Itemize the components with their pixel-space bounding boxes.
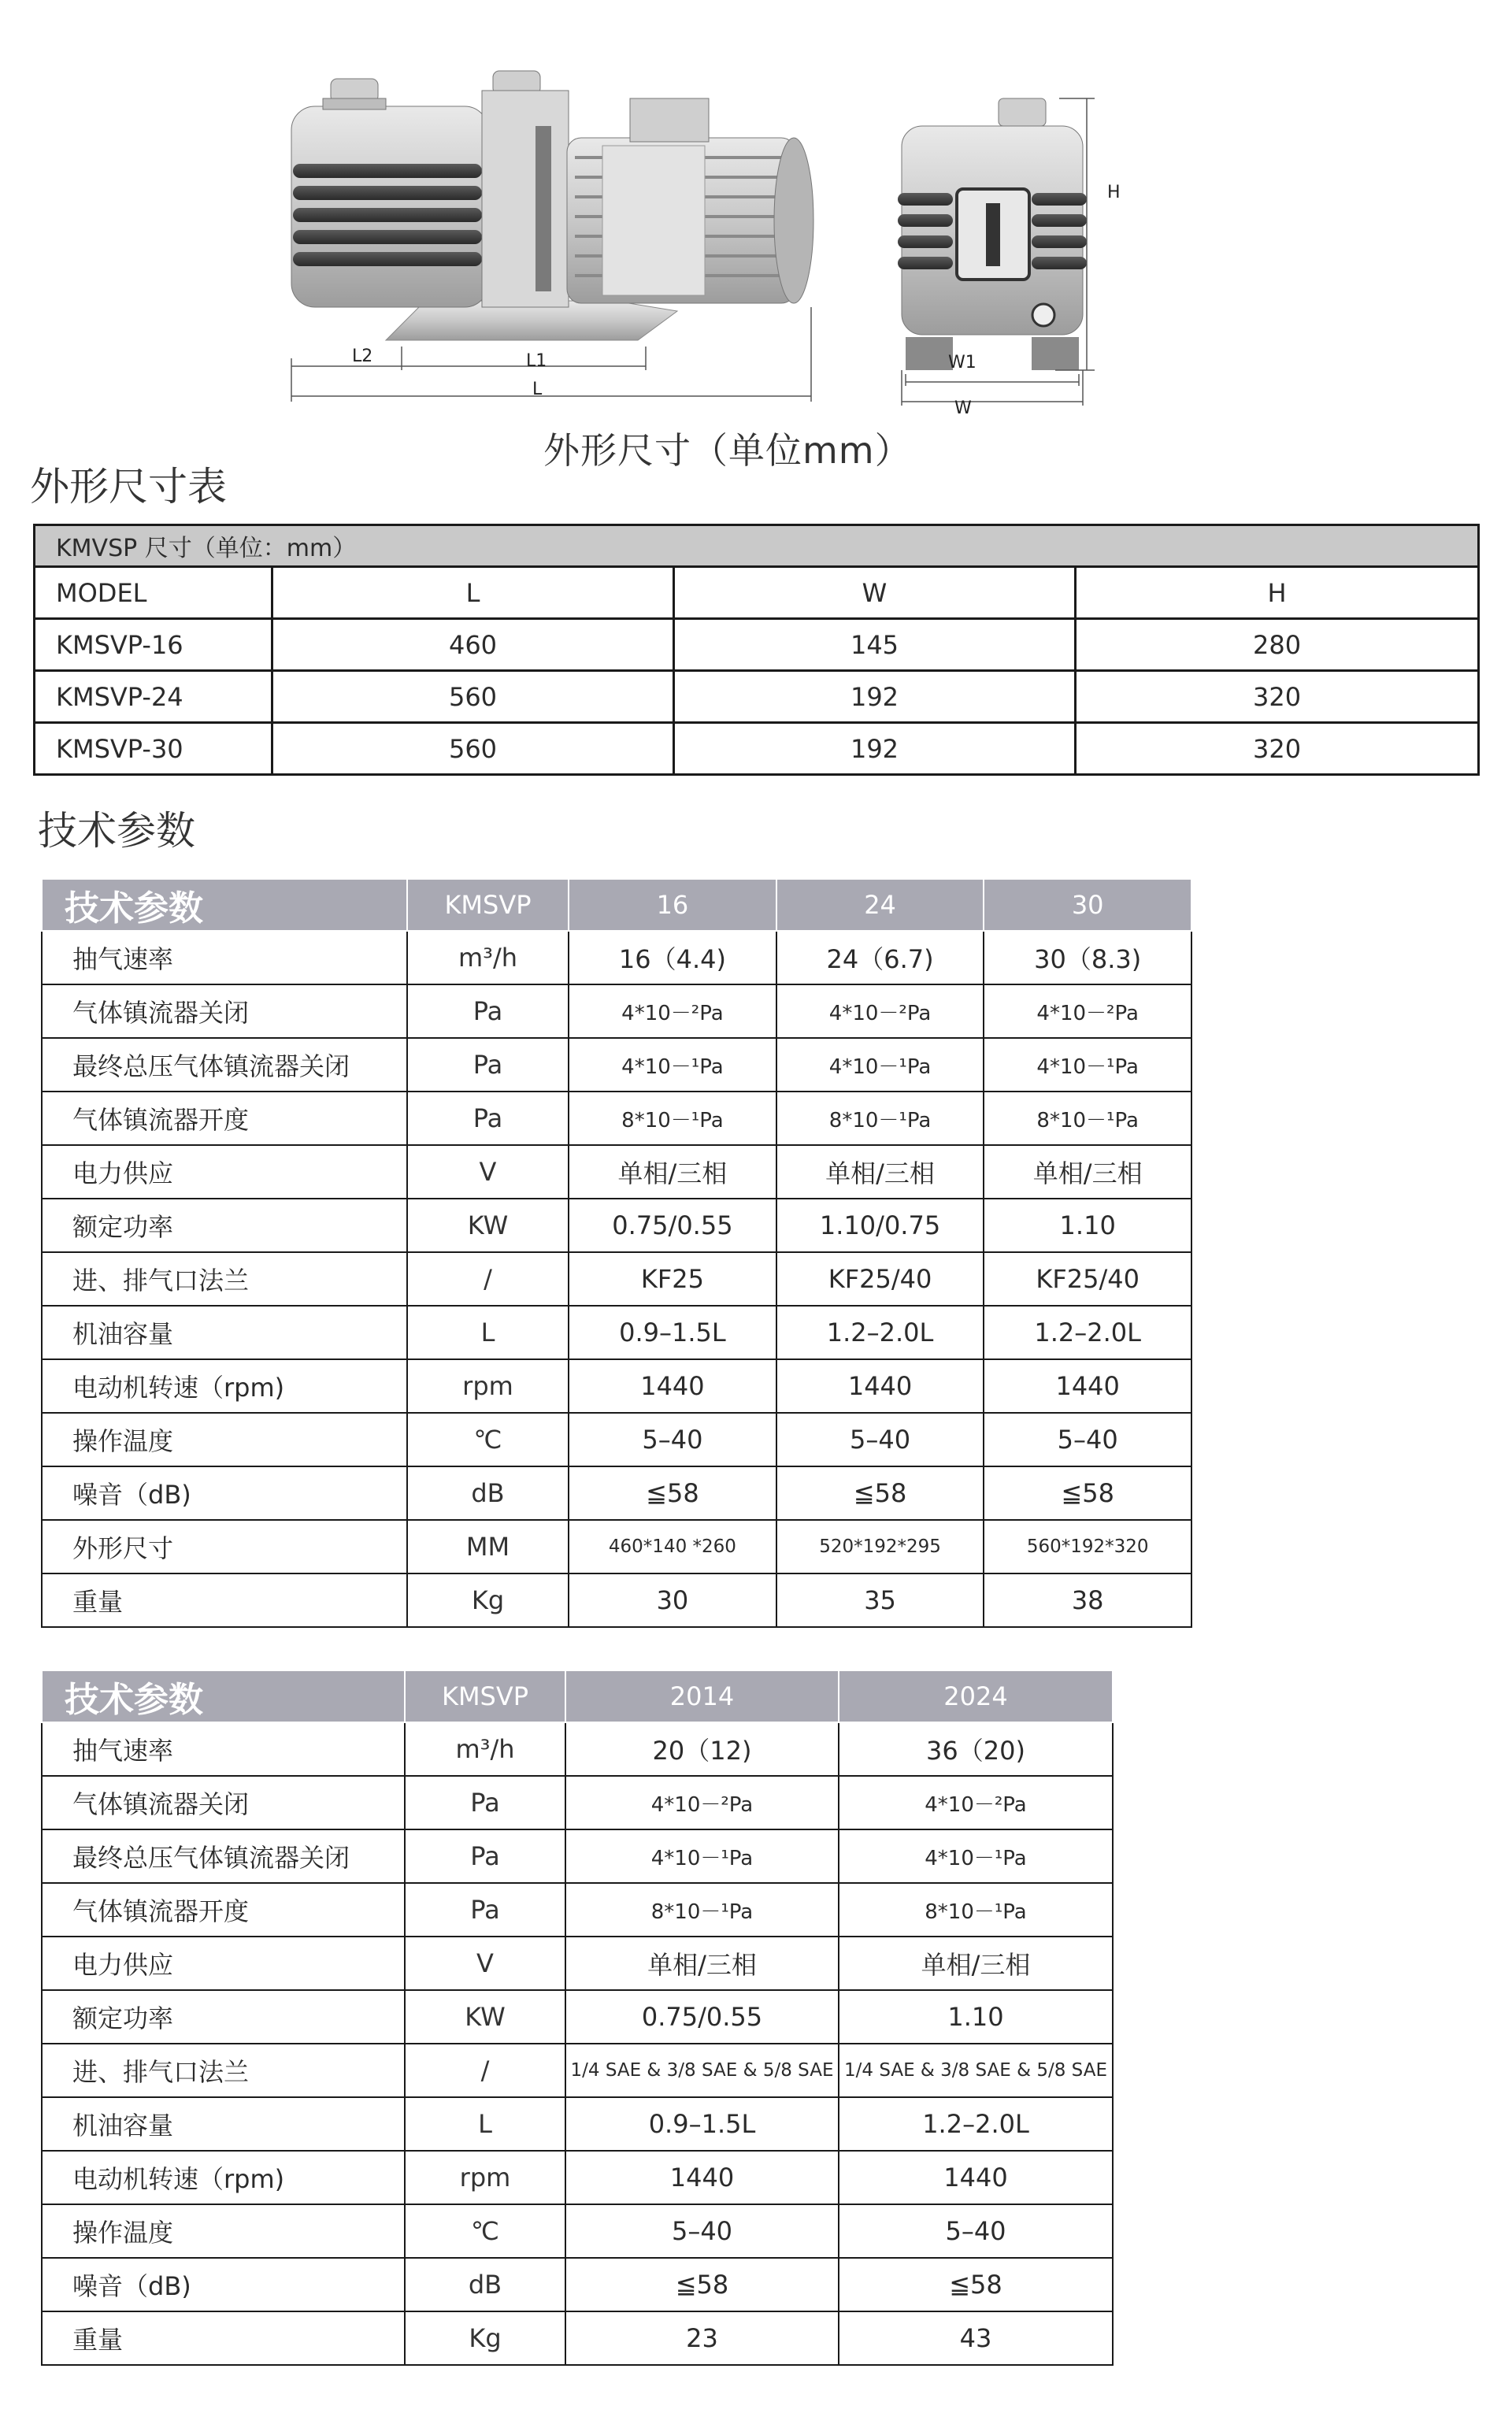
table-row bbox=[42, 931, 1191, 984]
spec-table-1-header bbox=[42, 879, 1191, 931]
param-unit: Kg bbox=[407, 1573, 569, 1627]
table-row bbox=[42, 1038, 1191, 1092]
param-unit: L bbox=[405, 2097, 565, 2151]
param-value: 5–40 bbox=[839, 2204, 1113, 2258]
param-value: 1.10/0.75 bbox=[776, 1199, 984, 1252]
param-value: 38 bbox=[984, 1573, 1191, 1627]
table-row bbox=[42, 1573, 1191, 1627]
param-value: 560*192*320 bbox=[984, 1520, 1191, 1573]
param-value: 43 bbox=[839, 2311, 1113, 2365]
param-value: 1440 bbox=[839, 2151, 1113, 2204]
param-name: 抽气速率 bbox=[42, 931, 407, 984]
table-cell: 280 bbox=[1076, 619, 1479, 671]
header-cell: 16 bbox=[569, 879, 776, 931]
table-row bbox=[42, 2097, 1113, 2151]
table-cell: 192 bbox=[674, 723, 1076, 775]
table-row bbox=[42, 984, 1191, 1038]
param-name: 外形尺寸 bbox=[42, 1520, 407, 1573]
table-row bbox=[42, 1359, 1191, 1413]
table-row bbox=[42, 1722, 1113, 1776]
param-name: 电力供应 bbox=[42, 1937, 405, 1990]
param-unit: Pa bbox=[407, 984, 569, 1038]
dim-label-l1: L1 bbox=[526, 351, 547, 371]
figure-caption: 外形尺寸（单位mm） bbox=[543, 429, 912, 472]
param-name: 重量 bbox=[42, 2311, 405, 2365]
spec-table-1 bbox=[41, 878, 1192, 1628]
param-value: 35 bbox=[776, 1573, 984, 1627]
dim-label-w1: W1 bbox=[948, 353, 976, 373]
param-value: KF25/40 bbox=[984, 1252, 1191, 1306]
param-unit: / bbox=[407, 1252, 569, 1306]
dimension-table-header bbox=[35, 567, 1479, 619]
header-cell: 2024 bbox=[839, 1670, 1113, 1722]
param-value: 30 bbox=[569, 1573, 776, 1627]
param-name: 气体镇流器关闭 bbox=[42, 1776, 405, 1829]
header-cell: KMSVP bbox=[405, 1670, 565, 1722]
param-unit: V bbox=[405, 1937, 565, 1990]
param-value: 20（12) bbox=[565, 1722, 839, 1776]
table-row bbox=[42, 1520, 1191, 1573]
model-cell: KMSVP-30 bbox=[35, 723, 272, 775]
param-value: KF25 bbox=[569, 1252, 776, 1306]
param-value: 5–40 bbox=[565, 2204, 839, 2258]
param-unit: rpm bbox=[405, 2151, 565, 2204]
param-value: 5–40 bbox=[776, 1413, 984, 1466]
param-unit: m³/h bbox=[405, 1722, 565, 1776]
param-value: 36（20) bbox=[839, 1722, 1113, 1776]
param-value: 4*10－¹Pa bbox=[776, 1038, 984, 1092]
header-cell: 2014 bbox=[565, 1670, 839, 1722]
param-unit: ℃ bbox=[405, 2204, 565, 2258]
param-name: 机油容量 bbox=[42, 2097, 405, 2151]
param-value: 0.9–1.5L bbox=[569, 1306, 776, 1359]
header-cell: 24 bbox=[776, 879, 984, 931]
dim-label-l2: L2 bbox=[352, 347, 373, 366]
param-name: 抽气速率 bbox=[42, 1722, 405, 1776]
param-value: 4*10－¹Pa bbox=[984, 1038, 1191, 1092]
header-cell: 技术参数 bbox=[42, 1670, 405, 1722]
table-cell: 460 bbox=[272, 619, 674, 671]
header-cell: W bbox=[674, 567, 1076, 619]
param-value: 0.75/0.55 bbox=[565, 1990, 839, 2044]
table-row bbox=[42, 1306, 1191, 1359]
dimension-table bbox=[33, 524, 1480, 776]
table-cell: 320 bbox=[1076, 723, 1479, 775]
param-value: 单相/三相 bbox=[776, 1145, 984, 1199]
table-row bbox=[42, 2204, 1113, 2258]
table-row bbox=[42, 1145, 1191, 1199]
param-name: 噪音（dB) bbox=[42, 2258, 405, 2311]
param-value: 单相/三相 bbox=[984, 1145, 1191, 1199]
param-value: 4*10－¹Pa bbox=[839, 1829, 1113, 1883]
param-value: 1440 bbox=[984, 1359, 1191, 1413]
param-value: 4*10－¹Pa bbox=[569, 1038, 776, 1092]
param-value: KF25/40 bbox=[776, 1252, 984, 1306]
table-cell: 320 bbox=[1076, 671, 1479, 723]
param-name: 噪音（dB) bbox=[42, 1466, 407, 1520]
table-row bbox=[42, 2258, 1113, 2311]
table-cell: 145 bbox=[674, 619, 1076, 671]
pump-illustration bbox=[0, 0, 1512, 473]
param-value: 4*10－²Pa bbox=[569, 984, 776, 1038]
param-name: 操作温度 bbox=[42, 2204, 405, 2258]
table-row bbox=[42, 1776, 1113, 1829]
dimension-table-caption-row bbox=[35, 525, 1479, 567]
table-row bbox=[42, 1829, 1113, 1883]
param-value: ≦58 bbox=[569, 1466, 776, 1520]
param-value: 1/4 SAE & 3/8 SAE & 5/8 SAE bbox=[565, 2044, 839, 2097]
param-unit: KW bbox=[405, 1990, 565, 2044]
param-value: 8*10－¹Pa bbox=[569, 1092, 776, 1145]
param-value: 1440 bbox=[565, 2151, 839, 2204]
param-value: 4*10－²Pa bbox=[776, 984, 984, 1038]
param-value: 8*10－¹Pa bbox=[984, 1092, 1191, 1145]
param-unit: Pa bbox=[405, 1776, 565, 1829]
param-unit: MM bbox=[407, 1520, 569, 1573]
param-value: 1.2–2.0L bbox=[839, 2097, 1113, 2151]
header-cell: L bbox=[272, 567, 674, 619]
param-value: 单相/三相 bbox=[839, 1937, 1113, 1990]
pump-drawing bbox=[0, 0, 1512, 473]
param-unit: Pa bbox=[407, 1038, 569, 1092]
param-name: 气体镇流器开度 bbox=[42, 1883, 405, 1937]
table-row bbox=[42, 2311, 1113, 2365]
param-name: 重量 bbox=[42, 1573, 407, 1627]
param-value: 5–40 bbox=[569, 1413, 776, 1466]
param-value: 1440 bbox=[776, 1359, 984, 1413]
table-row bbox=[42, 1199, 1191, 1252]
param-value: 单相/三相 bbox=[569, 1145, 776, 1199]
dim-label-l: L bbox=[532, 380, 543, 399]
table-row bbox=[35, 619, 1479, 671]
table-cell: 560 bbox=[272, 723, 674, 775]
table-row bbox=[42, 1466, 1191, 1520]
param-value: 4*10－²Pa bbox=[839, 1776, 1113, 1829]
spec-section-title: 技术参数 bbox=[38, 808, 195, 854]
dimension-table-caption: KMVSP 尺寸（单位：mm） bbox=[35, 525, 1479, 567]
param-value: 460*140 *260 bbox=[569, 1520, 776, 1573]
param-value: 24（6.7) bbox=[776, 931, 984, 984]
param-value: 1440 bbox=[569, 1359, 776, 1413]
param-value: 520*192*295 bbox=[776, 1520, 984, 1573]
param-value: 1.2–2.0L bbox=[984, 1306, 1191, 1359]
param-unit: ℃ bbox=[407, 1413, 569, 1466]
param-unit: Pa bbox=[405, 1829, 565, 1883]
param-unit: dB bbox=[407, 1466, 569, 1520]
table-row bbox=[42, 1092, 1191, 1145]
param-unit: Pa bbox=[405, 1883, 565, 1937]
dimension-section-title: 外形尺寸表 bbox=[30, 464, 227, 510]
table-row bbox=[35, 723, 1479, 775]
param-unit: V bbox=[407, 1145, 569, 1199]
param-name: 最终总压气体镇流器关闭 bbox=[42, 1038, 407, 1092]
table-cell: 560 bbox=[272, 671, 674, 723]
param-value: 0.9–1.5L bbox=[565, 2097, 839, 2151]
table-row bbox=[42, 1883, 1113, 1937]
param-unit: rpm bbox=[407, 1359, 569, 1413]
header-cell: KMSVP bbox=[407, 879, 569, 931]
model-cell: KMSVP-16 bbox=[35, 619, 272, 671]
param-value: 1.2–2.0L bbox=[776, 1306, 984, 1359]
model-cell: KMSVP-24 bbox=[35, 671, 272, 723]
spec-table-2 bbox=[41, 1670, 1114, 2366]
header-cell: MODEL bbox=[35, 567, 272, 619]
param-name: 额定功率 bbox=[42, 1199, 407, 1252]
param-value: 0.75/0.55 bbox=[569, 1199, 776, 1252]
param-name: 操作温度 bbox=[42, 1413, 407, 1466]
param-value: 8*10－¹Pa bbox=[776, 1092, 984, 1145]
param-name: 额定功率 bbox=[42, 1990, 405, 2044]
param-name: 电动机转速（rpm) bbox=[42, 1359, 407, 1413]
param-unit: KW bbox=[407, 1199, 569, 1252]
param-value: 1.10 bbox=[839, 1990, 1113, 2044]
param-name: 气体镇流器开度 bbox=[42, 1092, 407, 1145]
table-row bbox=[42, 1413, 1191, 1466]
param-value: 4*10－²Pa bbox=[984, 984, 1191, 1038]
table-row bbox=[42, 1937, 1113, 1990]
spec-table-2-header bbox=[42, 1670, 1113, 1722]
param-name: 最终总压气体镇流器关闭 bbox=[42, 1829, 405, 1883]
param-name: 机油容量 bbox=[42, 1306, 407, 1359]
table-row bbox=[42, 1252, 1191, 1306]
param-unit: m³/h bbox=[407, 931, 569, 984]
param-value: 8*10－¹Pa bbox=[839, 1883, 1113, 1937]
param-unit: L bbox=[407, 1306, 569, 1359]
param-value: ≦58 bbox=[984, 1466, 1191, 1520]
param-value: ≦58 bbox=[776, 1466, 984, 1520]
table-cell: 192 bbox=[674, 671, 1076, 723]
param-value: 4*10－¹Pa bbox=[565, 1829, 839, 1883]
table-row bbox=[42, 1990, 1113, 2044]
spec-table-2-body bbox=[42, 1722, 1113, 2365]
table-row bbox=[35, 671, 1479, 723]
table-row bbox=[42, 2044, 1113, 2097]
param-unit: / bbox=[405, 2044, 565, 2097]
param-unit: Pa bbox=[407, 1092, 569, 1145]
header-cell: H bbox=[1076, 567, 1479, 619]
dim-label-w: W bbox=[954, 398, 972, 418]
header-cell: 技术参数 bbox=[42, 879, 407, 931]
param-value: 8*10－¹Pa bbox=[565, 1883, 839, 1937]
header-cell: 30 bbox=[984, 879, 1191, 931]
param-value: 23 bbox=[565, 2311, 839, 2365]
param-unit: dB bbox=[405, 2258, 565, 2311]
param-value: 1/4 SAE & 3/8 SAE & 5/8 SAE bbox=[839, 2044, 1113, 2097]
param-value: 单相/三相 bbox=[565, 1937, 839, 1990]
param-value: 16（4.4) bbox=[569, 931, 776, 984]
param-value: 30（8.3) bbox=[984, 931, 1191, 984]
param-value: 5–40 bbox=[984, 1413, 1191, 1466]
param-value: ≦58 bbox=[839, 2258, 1113, 2311]
dim-label-h: H bbox=[1107, 183, 1121, 202]
param-name: 气体镇流器关闭 bbox=[42, 984, 407, 1038]
param-unit: Kg bbox=[405, 2311, 565, 2365]
param-value: ≦58 bbox=[565, 2258, 839, 2311]
param-name: 进、排气口法兰 bbox=[42, 2044, 405, 2097]
param-name: 进、排气口法兰 bbox=[42, 1252, 407, 1306]
param-value: 4*10－²Pa bbox=[565, 1776, 839, 1829]
table-row bbox=[42, 2151, 1113, 2204]
param-name: 电动机转速（rpm) bbox=[42, 2151, 405, 2204]
spec-table-1-body bbox=[42, 931, 1191, 1627]
param-name: 电力供应 bbox=[42, 1145, 407, 1199]
param-value: 1.10 bbox=[984, 1199, 1191, 1252]
